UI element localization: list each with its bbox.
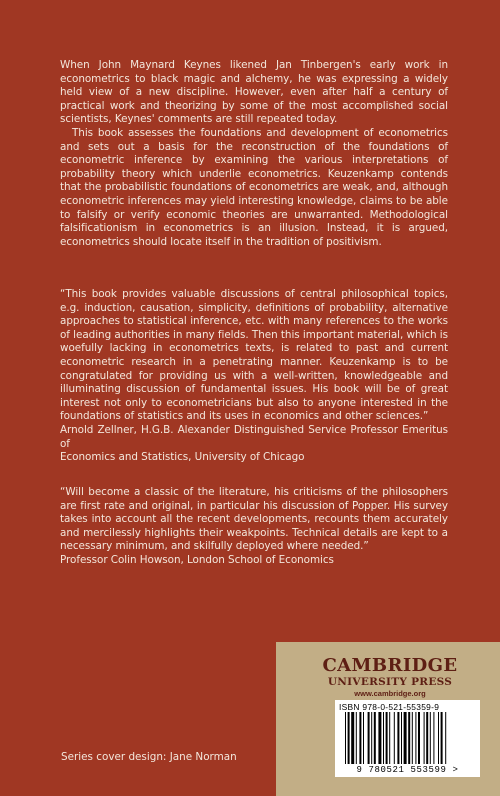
review-quote: “Will become a classic of the literature, his criticisms of the philosophers are first rate and original, in particular his discussion of Popper. His survey takes into account all the recent developments, recounts them accurately and mercilessly highlights their weakpoints. Technical details are kept to a necessary minimum, and skilfully deployed where needed.”	[60, 486, 448, 553]
attribution-line-2: Economics and Statistics, University of Chicago	[60, 451, 305, 464]
review-attribution: Professor Colin Howson, London School of Economics	[60, 553, 334, 566]
review-quote: “This book provides valuable discussions of central philosophical topics, e.g. induction, causation, simplicity, definitions of probability, alternative approaches to statistical inference, etc. with many references to the works of leading authorities in many fields. Then this important material, which is woefully lacking in econometrics texts, is related to past and current econometric research in a penetrating manner. Keuzenkamp is to be congratulated for providing us with a well-written, knowledgeable and illuminating discussion of fundamental issues. His book will be of great interest not only to econometricians but also to anyone interested in the foundations of statistics and its uses in economics and other sciences.”	[60, 288, 448, 423]
isbn-label: ISBN 978-0-521-55359-9	[339, 702, 440, 712]
review-attribution	[60, 424, 448, 465]
barcode-image	[343, 712, 475, 764]
review-howson	[60, 486, 448, 568]
review-zellner	[60, 288, 448, 465]
book-description	[60, 59, 448, 249]
barcode-digits: 9 780521 553599 >	[356, 765, 459, 775]
description-paragraph-2: This book assesses the foundations and development of econometrics and sets out a basis for the reconstruction of the foundations of econometric inference by examining the various interpretations of probability theory which underlie econometrics. Keuzenkamp contends that the probabilistic foundations of econometrics are weak, and, although econometric inferences may yield interesting knowledge, claims to be able to falsify or verify economic theories are unwarranted. Methodological falsificationism in econometrics is an illusion. Instead, it is argued, econometrics should locate itself in the tradition of positivism.	[60, 126, 448, 248]
publisher-logo-name: CAMBRIDGE	[322, 655, 458, 676]
description-paragraph-1: When John Maynard Keynes likened Jan Tinbergen's early work in econometrics to black magic and alchemy, he was expressing a widely held view of a new discipline. However, even after half a century of practical work and theorizing by some of the most accomplished social scientists, Keynes' comments are still repeated today.	[60, 59, 448, 126]
attribution-line-1: Arnold Zellner, H.G.B. Alexander Distinguished Service Professor Emeritus of	[60, 423, 448, 450]
publisher-press: UNIVERSITY PRESS	[327, 676, 453, 688]
series-cover-credit: Series cover design: Jane Norman	[61, 751, 237, 763]
publisher-website: www.cambridge.org	[354, 689, 426, 698]
